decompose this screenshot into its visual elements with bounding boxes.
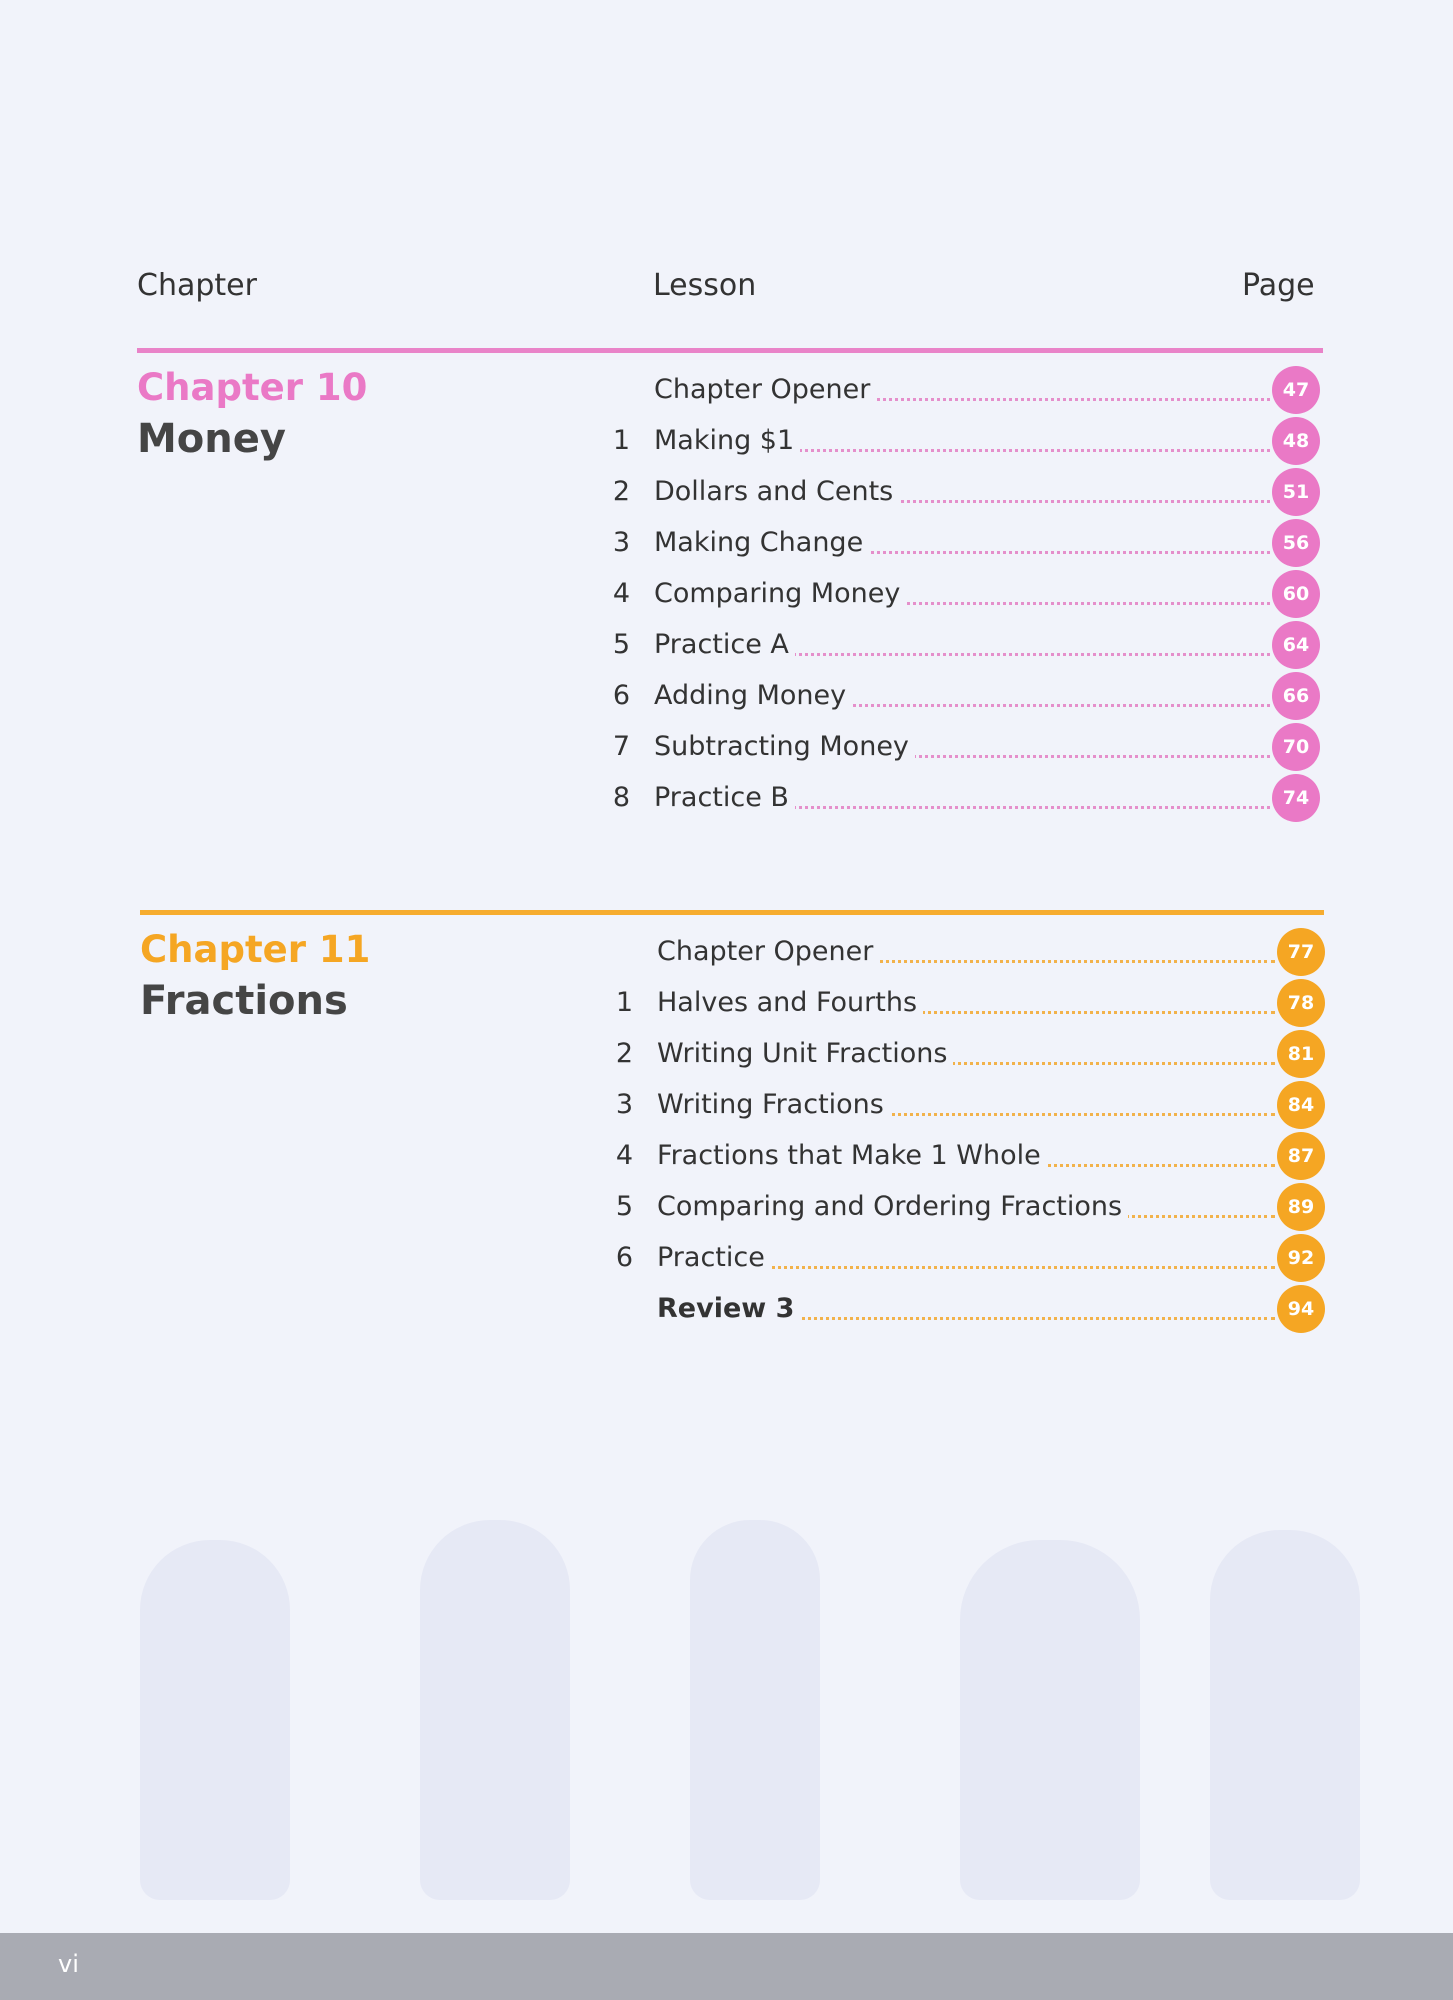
page-number-badge: 87 (1277, 1132, 1325, 1180)
page-number-label: vi (58, 1950, 79, 1978)
ghost-figure-decoration (140, 1540, 290, 1900)
lesson-title: Adding Money (654, 676, 852, 716)
column-header-lesson: Lesson (653, 268, 757, 303)
page-number-badge: 92 (1277, 1234, 1325, 1282)
lesson-title: Comparing Money (654, 574, 906, 614)
ghost-figure-decoration (960, 1540, 1140, 1900)
toc-row[interactable] (602, 778, 1320, 818)
lesson-title: Dollars and Cents (654, 472, 899, 512)
lesson-number: 4 (615, 1140, 633, 1171)
page-number-badge: 77 (1277, 928, 1325, 976)
lesson-title: Practice B (654, 778, 795, 818)
lesson-title: Practice A (654, 625, 795, 665)
lesson-title: Chapter Opener (654, 370, 876, 410)
lesson-number: 5 (612, 629, 630, 660)
chapter-11-divider (140, 910, 1324, 915)
page-number-badge: 64 (1272, 621, 1320, 669)
toc-row[interactable] (605, 1238, 1325, 1278)
lesson-number: 3 (612, 527, 630, 558)
lesson-title: Review 3 (657, 1289, 800, 1329)
page-number-badge: 60 (1272, 570, 1320, 618)
lesson-number: 8 (612, 782, 630, 813)
toc-row[interactable] (605, 1187, 1325, 1227)
page-number-badge: 66 (1272, 672, 1320, 720)
lesson-title: Writing Fractions (657, 1085, 890, 1125)
page-number-badge: 70 (1272, 723, 1320, 771)
toc-row[interactable] (605, 983, 1325, 1023)
page-number-badge: 47 (1272, 366, 1320, 414)
page-number-badge: 89 (1277, 1183, 1325, 1231)
toc-row[interactable] (602, 472, 1320, 512)
lesson-number: 1 (615, 987, 633, 1018)
lesson-number: 5 (615, 1191, 633, 1222)
lesson-title: Comparing and Ordering Fractions (657, 1187, 1128, 1227)
lesson-number: 6 (615, 1242, 633, 1273)
ghost-figure-decoration (690, 1520, 820, 1900)
lesson-title: Chapter Opener (657, 932, 879, 972)
lesson-number: 1 (612, 425, 630, 456)
lesson-number: 7 (612, 731, 630, 762)
chapter-10-number: Chapter 10 (137, 366, 368, 409)
chapter-10-divider (137, 348, 1323, 353)
toc-row[interactable] (605, 1289, 1325, 1329)
toc-row[interactable] (605, 1136, 1325, 1176)
toc-row[interactable] (602, 625, 1320, 665)
lesson-title: Halves and Fourths (657, 983, 923, 1023)
lesson-title: Fractions that Make 1 Whole (657, 1136, 1047, 1176)
lesson-number: 2 (615, 1038, 633, 1069)
toc-row[interactable] (605, 1034, 1325, 1074)
toc-row[interactable] (602, 727, 1320, 767)
ghost-figure-decoration (420, 1520, 570, 1900)
toc-row[interactable] (605, 932, 1325, 972)
toc-row[interactable] (602, 421, 1320, 461)
page-number-badge: 56 (1272, 519, 1320, 567)
page-number-badge: 94 (1277, 1285, 1325, 1333)
page-number-badge: 78 (1277, 979, 1325, 1027)
lesson-number: 3 (615, 1089, 633, 1120)
lesson-title: Writing Unit Fractions (657, 1034, 953, 1074)
column-header-chapter: Chapter (137, 268, 257, 303)
page-number-badge: 51 (1272, 468, 1320, 516)
toc-row[interactable] (605, 1085, 1325, 1125)
page-number-badge: 48 (1272, 417, 1320, 465)
toc-row[interactable] (602, 676, 1320, 716)
lesson-title: Making $1 (654, 421, 800, 461)
lesson-title: Subtracting Money (654, 727, 915, 767)
ghost-figure-decoration (1210, 1530, 1360, 1900)
chapter-11-title: Fractions (140, 978, 348, 1024)
lesson-number: 2 (612, 476, 630, 507)
toc-row[interactable] (602, 523, 1320, 563)
chapter-10-title: Money (137, 416, 286, 462)
lesson-number: 4 (612, 578, 630, 609)
page-number-badge: 81 (1277, 1030, 1325, 1078)
column-header-page: Page (1242, 268, 1315, 303)
lesson-number: 6 (612, 680, 630, 711)
lesson-title: Practice (657, 1238, 771, 1278)
chapter-11-number: Chapter 11 (140, 928, 371, 971)
lesson-title: Making Change (654, 523, 869, 563)
page-number-badge: 84 (1277, 1081, 1325, 1129)
toc-row[interactable] (602, 574, 1320, 614)
toc-row[interactable] (602, 370, 1320, 410)
page-footer-bar (0, 1933, 1453, 2000)
page-number-badge: 74 (1272, 774, 1320, 822)
